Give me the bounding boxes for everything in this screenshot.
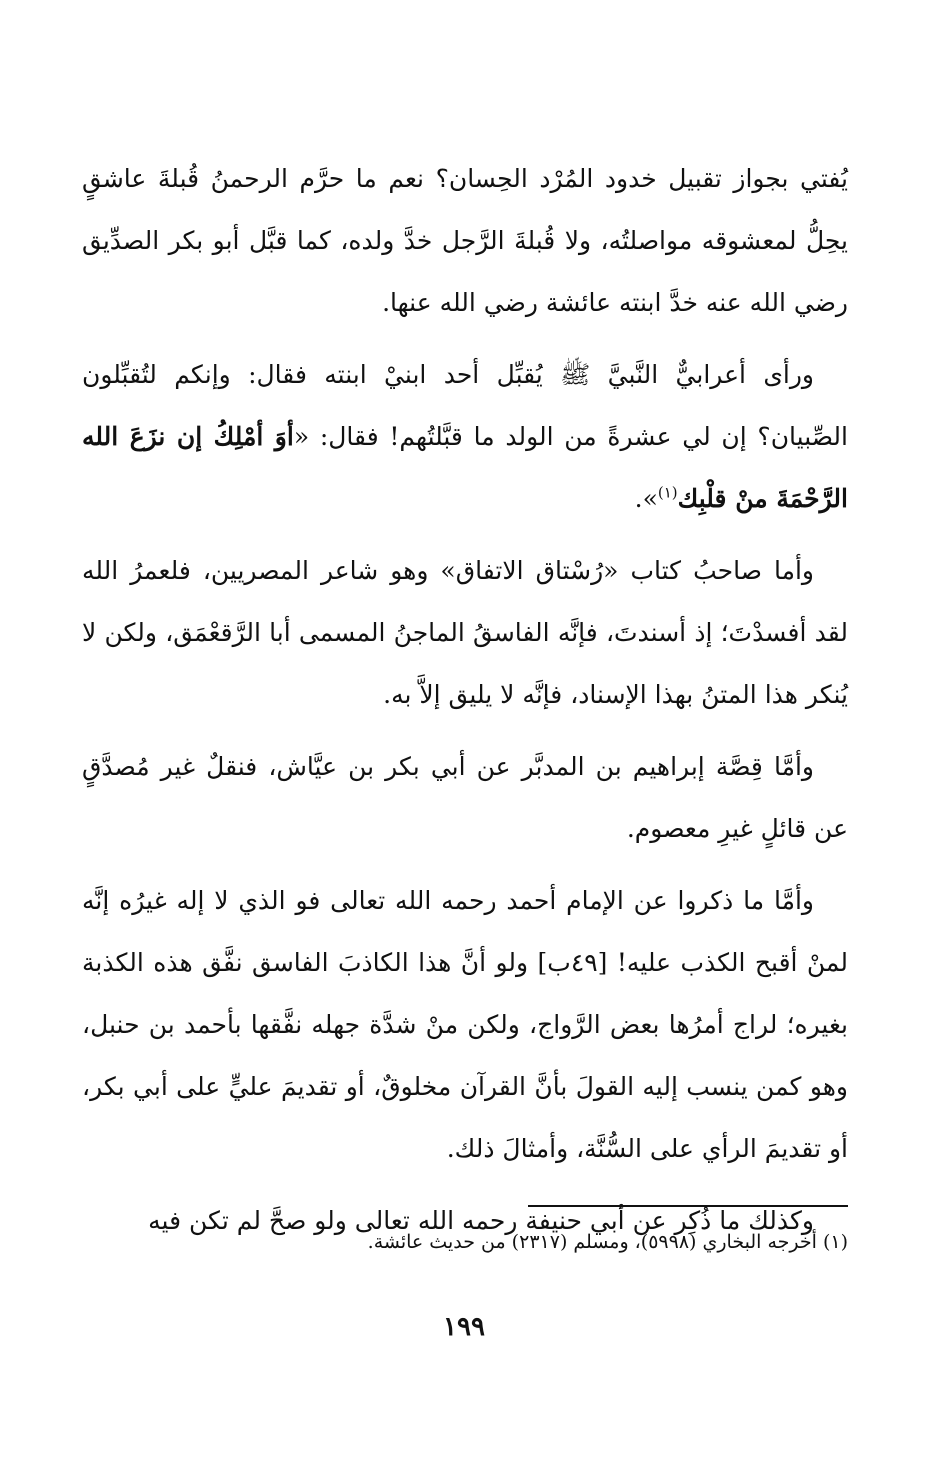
footnote bbox=[82, 1226, 848, 1258]
footnote-marker: (١) bbox=[822, 1231, 848, 1253]
paragraph-1-text: يُفتي بجواز تقبيل خدود المُرْد الحِسان؟ نعم ما حرَّم الرحمنُ قُبلةَ عاشقٍ يحِلُّ لمعشوقه مواصلتُه، ولا قُبلةَ الرَّجل خدَّ ولده، كما قبَّل أبو بكر الصدِّيق رضي الله عنه خدَّ ابنته عائشة رضي الله عنها. bbox=[82, 164, 848, 317]
paragraph-2-text-after: ». bbox=[634, 484, 658, 513]
paragraph-1 bbox=[82, 148, 848, 334]
footnote-divider bbox=[528, 1205, 848, 1207]
paragraph-5 bbox=[82, 870, 848, 1180]
hadith-quote: أوَ أمْلِكُ إن نزَعَ الله الرَّحْمَةَ منْ قلْبِك bbox=[82, 422, 848, 513]
paragraph-2-text-before: ورأى أعرابيٌّ النَّبيَّ ﷺ يُقبِّل أحد ابنيْ ابنته فقال: وإنكم لتُقبِّلون الصِّبيان؟ إن لي عشرةً من الولد ما قبَّلتُهم! فقال: « bbox=[82, 360, 848, 451]
paragraph-4 bbox=[82, 736, 848, 860]
paragraph-6-text: وكذلك ما ذُكِر عن أبي حنيفة رحمه الله تعالى ولو صحَّ لم تكن فيه bbox=[148, 1206, 814, 1235]
paragraph-2-footnote-marker: (١) bbox=[657, 483, 678, 502]
main-text bbox=[82, 148, 848, 1262]
paragraph-3-text: وأما صاحبُ كتاب «رُسْتاق الاتفاق» وهو شاعر المصريين، فلعمرُ الله لقد أفسدْتَ؛ إذ أسندتَ، فإنَّه الفاسقُ الماجنُ المسمى أبا الرَّقعْمَق، ولكن لا يُنكر هذا المتنُ بهذا الإسناد، فإنَّه لا يليق إلاَّ به. bbox=[82, 556, 848, 709]
page-number: ١٩٩ bbox=[443, 1312, 485, 1342]
footnote-text: أخرجه البخاري (٥٩٩٨)، ومسلم (٢٣١٧) من حديث عائشة. bbox=[367, 1231, 817, 1253]
paragraph-2 bbox=[82, 344, 848, 530]
paragraph-5-text: وأمَّا ما ذكروا عن الإمام أحمد رحمه الله تعالى فو الذي لا إله غيرُه إنَّه لمنْ أقبح الكذب عليه! [٤٩ب] ولو أنَّ هذا الكاذبَ الفاسق نفَّق هذه الكذبة بغيره؛ لراج أمرُها بعض الرَّواج، ولكن منْ شدَّة جهله نفَّقها بأحمد بن حنبل، وهو كمن ينسب إليه القولَ بأنَّ القرآن مخلوقٌ، أو تقديمَ عليٍّ على أبي بكر، أو تقديمَ الرأي على السُّنَّة، وأمثالَ ذلك. bbox=[82, 886, 849, 1163]
paragraph-3 bbox=[82, 540, 848, 726]
paragraph-4-text: وأمَّا قِصَّة إبراهيم بن المدبَّر عن أبي بكر بن عيَّاش، فنقلٌ غير مُصدَّقٍ عن قائلٍ غيرِ معصوم. bbox=[82, 752, 848, 843]
